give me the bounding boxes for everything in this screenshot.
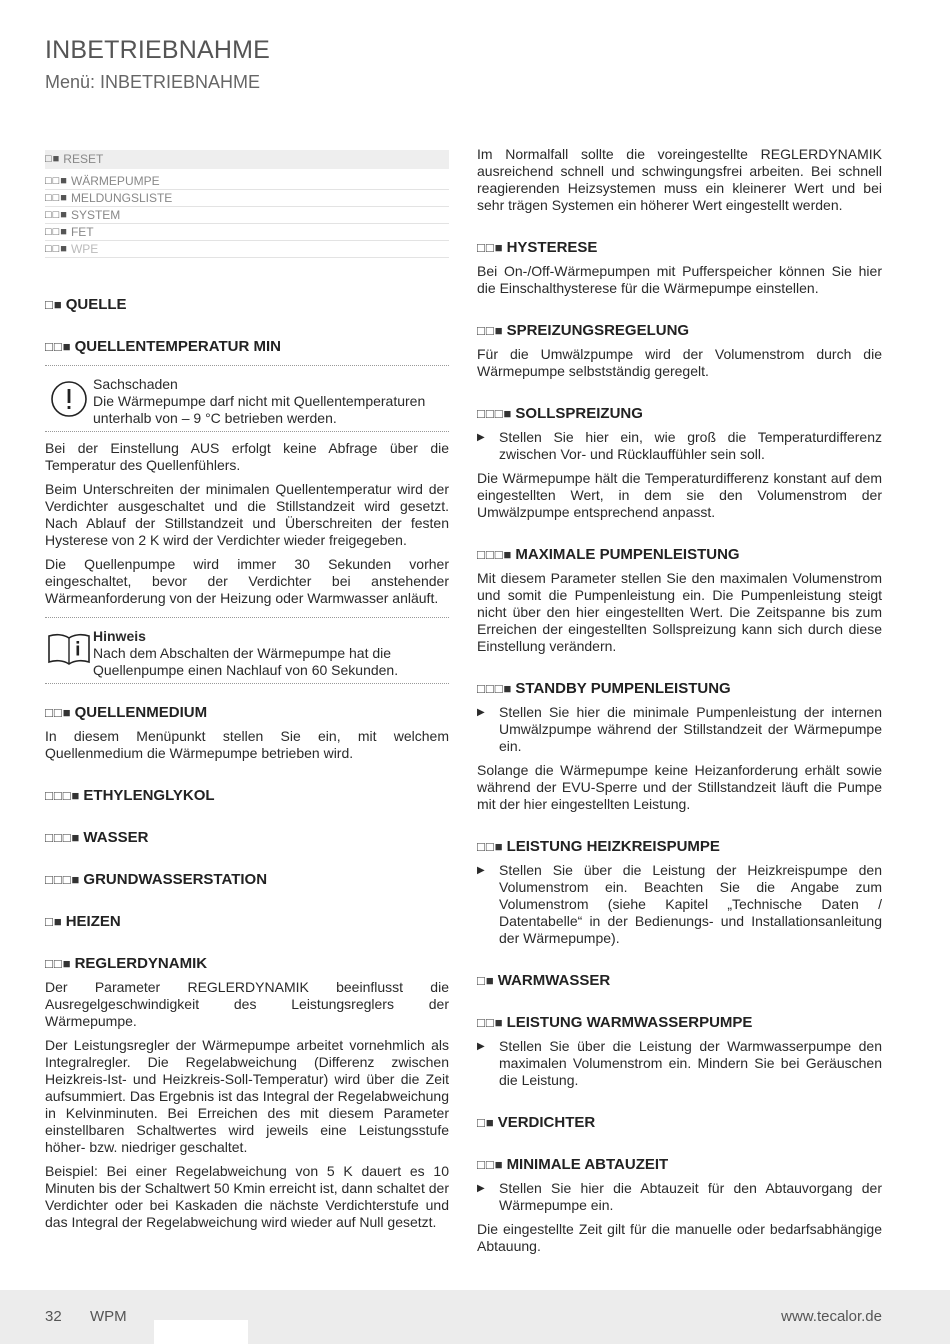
bullet-arrow-icon: ▶ bbox=[477, 1041, 485, 1052]
paragraph: Der Parameter REGLERDYNAMIK beeinflusst die Ausregelgeschwindigkeit des Leistungsreglers der Wärmepumpe. bbox=[45, 979, 449, 1029]
heading-text: QUELLE bbox=[65, 296, 127, 313]
heading-text: QUELLENTEMPERATUR MIN bbox=[74, 338, 281, 355]
instruction-text: Stellen Sie über die Leistung der Warmwasserpumpe den maximalen Volumenstrom ein. Mindern Sie bei Geräuschen die Leistung. bbox=[499, 1038, 882, 1088]
bullet-arrow-icon: ▶ bbox=[477, 865, 485, 876]
heading-text: GRUNDWASSERSTATION bbox=[83, 871, 268, 888]
level-marker: □□■ bbox=[45, 209, 68, 221]
instruction-item bbox=[477, 862, 882, 947]
section-heading-leistung-heizkreispumpe bbox=[477, 838, 882, 855]
menu-item-reset bbox=[45, 150, 449, 169]
level-marker: □□■ bbox=[477, 240, 504, 255]
instruction-item bbox=[477, 1038, 882, 1089]
paragraph: Bei On-/Off-Wärmepumpen mit Pufferspeicher können Sie hier die Einschalthysterese für die Wärmepumpe einstellen. bbox=[477, 263, 882, 296]
instruction-text: Stellen Sie hier die minimale Pumpenleistung der internen Umwälzpumpe während der Stillstandzeit der Wärmepumpe ein. bbox=[499, 704, 882, 754]
section-heading-grundwasserstation bbox=[45, 871, 449, 888]
paragraph: Der Leistungsregler der Wärmepumpe arbeitet vornehmlich als Integralregler. Die Regelabweichung (Differenz zwischen Heizkreis-Ist- und Heizkreis-Soll-Temperatur) wird über die Zeit aufsummiert. Das Ergebnis ist das Integral der Regelabweichung in Kelvinminuten. Bei Erreichen des mit diesem Parameter einstellbaren Schaltwertes wird jeweils eine Leistungsstufe höher- bzw. niedriger geschaltet. bbox=[45, 1037, 449, 1155]
heading-text: SOLLSPREIZUNG bbox=[515, 405, 643, 422]
heading-text: ETHYLENGLYKOL bbox=[83, 787, 215, 804]
paragraph: Die Quellenpumpe wird immer 30 Sekunden vorher eingeschaltet, bevor der Verdichter bei anstehender Wärmeanforderung von der Heizung oder Warmwasser anläuft. bbox=[45, 556, 449, 606]
section-heading-minimale-abtauzeit bbox=[477, 1156, 882, 1173]
heading-text: LEISTUNG HEIZKREISPUMPE bbox=[506, 838, 720, 855]
level-marker: □□□■ bbox=[477, 547, 513, 562]
heading-text: HYSTERESE bbox=[506, 239, 598, 256]
instruction-text: Stellen Sie hier ein, wie groß die Temperaturdifferenz zwischen Vor- und Rücklauffühler sein soll. bbox=[499, 429, 882, 462]
menu-item-label: WPE bbox=[70, 242, 99, 256]
page-footer bbox=[0, 1290, 950, 1344]
section-heading-sollspreizung bbox=[477, 405, 882, 422]
menu-item-system bbox=[45, 207, 449, 224]
level-marker: □□□■ bbox=[477, 406, 513, 421]
footer-tab bbox=[154, 1320, 248, 1344]
instruction-item bbox=[477, 704, 882, 755]
hint-text: Nach dem Abschalten der Wärmepumpe hat die Quellenpumpe einen Nachlauf von 60 Sekunden. bbox=[93, 645, 399, 678]
product-name: WPM bbox=[90, 1308, 127, 1325]
heading-text: QUELLENMEDIUM bbox=[74, 704, 208, 721]
warning-text: Die Wärmepumpe darf nicht mit Quellentemperaturen unterhalb von – 9 °C betrieben werden. bbox=[93, 393, 426, 426]
section-heading-reglerdynamik bbox=[45, 955, 449, 972]
section-heading-wasser bbox=[45, 829, 449, 846]
menu-item-label: WÄRMEPUMPE bbox=[70, 174, 160, 188]
paragraph: Mit diesem Parameter stellen Sie den maximalen Volumenstrom und somit die Pumpenleistung ein. Die Pumpenleistung steigt nicht über den hier eingestellten Wert. Die Zeitspanne bis zum Erreichen der eingestellten Sollspreizung kann sich durch diese Einstellung verändern. bbox=[477, 570, 882, 654]
right-column bbox=[477, 146, 882, 1262]
level-marker: □□■ bbox=[45, 243, 68, 255]
heading-text: LEISTUNG WARMWASSERPUMPE bbox=[506, 1014, 753, 1031]
level-marker: □□■ bbox=[45, 705, 72, 720]
divider bbox=[45, 617, 449, 618]
menu-item-fet bbox=[45, 224, 449, 241]
menu-item-label: RESET bbox=[63, 152, 104, 166]
section-heading-hysterese bbox=[477, 239, 882, 256]
menu-item-waermepumpe bbox=[45, 173, 449, 190]
instruction-item bbox=[477, 1180, 882, 1214]
level-marker: □□■ bbox=[477, 1015, 504, 1030]
level-marker: □□□■ bbox=[45, 830, 81, 845]
level-marker: □□■ bbox=[477, 839, 504, 854]
bullet-arrow-icon: ▶ bbox=[477, 707, 485, 718]
heading-text: MINIMALE ABTAUZEIT bbox=[506, 1156, 669, 1173]
hint-title: Hinweis bbox=[93, 628, 146, 644]
level-marker: □□■ bbox=[477, 323, 504, 338]
level-marker: □□■ bbox=[45, 339, 72, 354]
level-marker: □■ bbox=[477, 1115, 495, 1130]
bullet-arrow-icon: ▶ bbox=[477, 432, 485, 443]
section-heading-quellentemperatur bbox=[45, 338, 449, 355]
menu-item-meldungsliste bbox=[45, 190, 449, 207]
section-heading-maximale-pumpenleistung bbox=[477, 546, 882, 563]
page-number: 32 bbox=[45, 1308, 62, 1325]
instruction-text: Stellen Sie hier die Abtauzeit für den Abtauvorgang der Wärmepumpe ein. bbox=[499, 1180, 882, 1213]
paragraph: Beispiel: Bei einer Regelabweichung von 5 K dauert es 10 Minuten bis der Schaltwert 50 Kmin erreicht ist, dann schaltet der Verdichter oder bei Kaskaden die nächste Verdichterstufe und das Integral der Regelabweichung wird wieder auf Null gesetzt. bbox=[45, 1163, 449, 1230]
section-heading-standby-pumpenleistung bbox=[477, 680, 882, 697]
menu-item-label: MELDUNGSLISTE bbox=[70, 191, 173, 205]
level-marker: □□■ bbox=[45, 226, 68, 238]
level-marker: □□□■ bbox=[45, 872, 81, 887]
level-marker: □■ bbox=[45, 914, 63, 929]
book-icon bbox=[45, 628, 93, 679]
level-marker: □□□■ bbox=[477, 681, 513, 696]
divider bbox=[45, 365, 449, 366]
level-marker: □□■ bbox=[477, 1157, 504, 1172]
menu-item-label: SYSTEM bbox=[70, 208, 121, 222]
left-column bbox=[45, 296, 449, 1238]
heading-text: STANDBY PUMPENLEISTUNG bbox=[515, 680, 731, 697]
section-heading-spreizungsregelung bbox=[477, 322, 882, 339]
paragraph: Für die Umwälzpumpe wird der Volumenstrom durch die Wärmepumpe selbstständig geregelt. bbox=[477, 346, 882, 379]
paragraph: In diesem Menüpunkt stellen Sie ein, mit welchem Quellenmedium die Wärmepumpe betrieben wird. bbox=[45, 728, 449, 761]
warning-title: Sachschaden bbox=[93, 376, 178, 392]
paragraph: Im Normalfall sollte die voreingestellte REGLERDYNAMIK ausreichend schnell und schwingungsfrei arbeiten. Bei schnell reagierenden Heizsystemen muss ein kleinerer Wert und bei sehr trägen Systemen ein höherer Wert eingestellt werden. bbox=[477, 146, 882, 213]
menu-tree bbox=[45, 150, 449, 258]
heading-text: WASSER bbox=[83, 829, 149, 846]
bullet-arrow-icon: ▶ bbox=[477, 1183, 485, 1194]
level-marker: □■ bbox=[477, 973, 495, 988]
heading-text: SPREIZUNGSREGELUNG bbox=[506, 322, 690, 339]
heading-text: MAXIMALE PUMPENLEISTUNG bbox=[515, 546, 740, 563]
hint-box bbox=[45, 624, 449, 684]
heading-text: WARMWASSER bbox=[497, 972, 611, 989]
website-url: www.tecalor.de bbox=[781, 1308, 882, 1325]
paragraph: Die eingestellte Zeit gilt für die manuelle oder bedarfsabhängige Abtauung. bbox=[477, 1221, 882, 1254]
section-heading-verdichter bbox=[477, 1114, 882, 1131]
paragraph: Solange die Wärmepumpe keine Heizanforderung erhält sowie während der EVU-Sperre und der Stillstandzeit läuft die Pumpe mit der hier eingestellten Leistung. bbox=[477, 762, 882, 812]
heading-text: HEIZEN bbox=[65, 913, 121, 930]
section-heading-warmwasser bbox=[477, 972, 882, 989]
level-marker: □■ bbox=[45, 153, 61, 165]
heading-text: VERDICHTER bbox=[497, 1114, 596, 1131]
paragraph: Beim Unterschreiten der minimalen Quellentemperatur wird der Verdichter ausgeschaltet und die Stillstandzeit wird gesetzt. Nach Ablauf der Stillstandzeit und Überschreiten der festen Hysterese von 2 K wird der Verdichter wieder freigegeben. bbox=[45, 481, 449, 548]
section-heading-quelle bbox=[45, 296, 449, 313]
level-marker: □□■ bbox=[45, 956, 72, 971]
menu-item-label: FET bbox=[70, 225, 94, 239]
level-marker: □□■ bbox=[45, 175, 68, 187]
level-marker: □□■ bbox=[45, 192, 68, 204]
page-title: INBETRIEBNAHME bbox=[45, 36, 271, 64]
menu-item-wpe bbox=[45, 241, 449, 258]
level-marker: □■ bbox=[45, 297, 63, 312]
section-heading-ethylenglykol bbox=[45, 787, 449, 804]
paragraph: Die Wärmepumpe hält die Temperaturdifferenz konstant auf dem eingestellten Wert, in dem sie den Volumenstrom der Umwälzpumpe entsprechend anpasst. bbox=[477, 470, 882, 520]
paragraph: Bei der Einstellung AUS erfolgt keine Abfrage über die Temperatur des Quellenfühlers. bbox=[45, 440, 449, 473]
instruction-text: Stellen Sie über die Leistung der Heizkreispumpe den Volumenstrom ein. Beachten Sie die Angabe zum Volumenstrom (siehe Kapitel „Technische Daten / Datentabelle“ in der Bedienungs- und Installationsanleitung der Wärmepumpe). bbox=[499, 862, 882, 946]
warning-box bbox=[45, 372, 449, 432]
heading-text: REGLERDYNAMIK bbox=[74, 955, 208, 972]
section-heading-heizen bbox=[45, 913, 449, 930]
instruction-item bbox=[477, 429, 882, 463]
section-heading-leistung-warmwasserpumpe bbox=[477, 1014, 882, 1031]
level-marker: □□□■ bbox=[45, 788, 81, 803]
section-heading-quellenmedium bbox=[45, 704, 449, 721]
warning-icon bbox=[45, 376, 93, 427]
page-subtitle: Menü: INBETRIEBNAHME bbox=[45, 72, 261, 92]
